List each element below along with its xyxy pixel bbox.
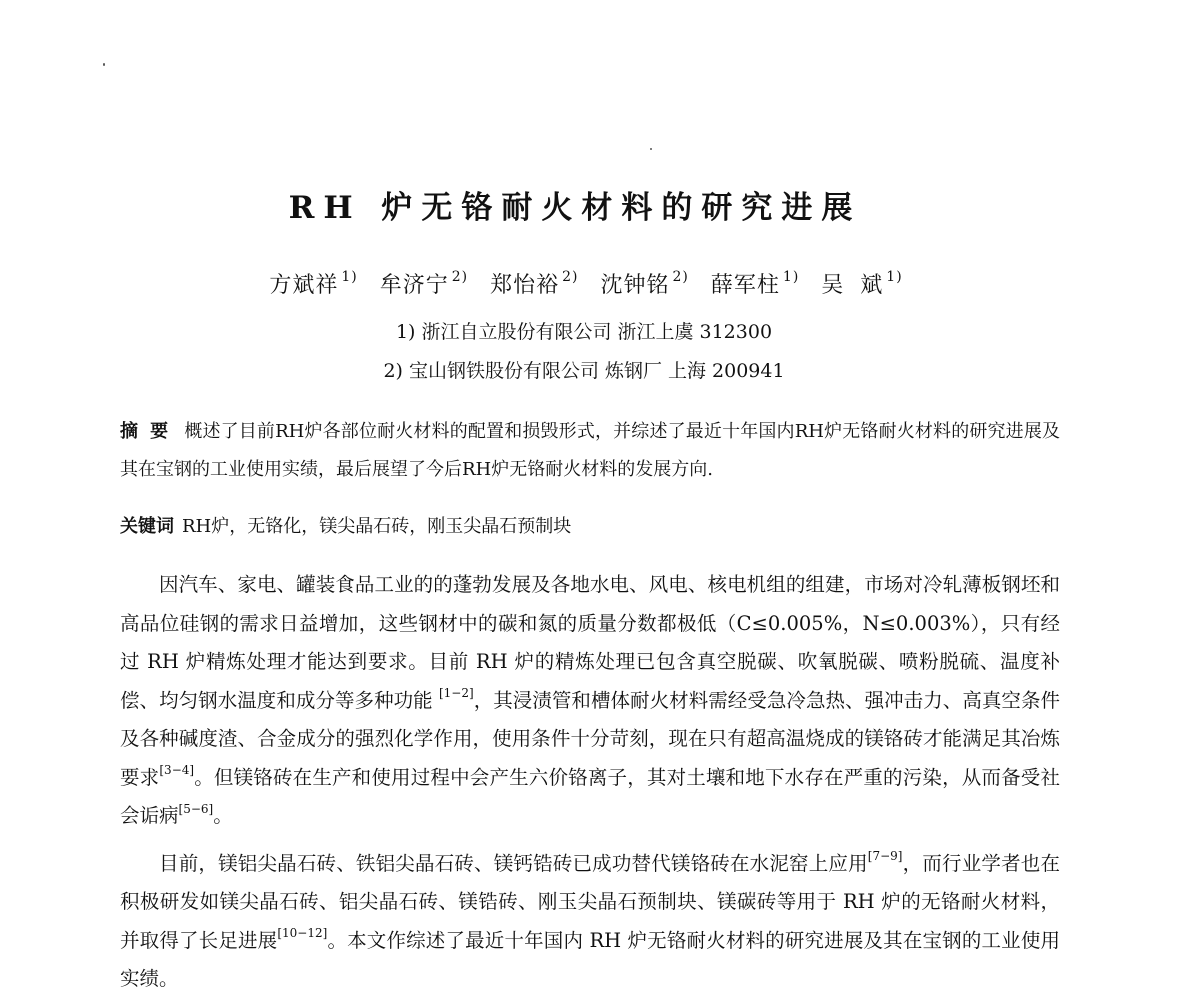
author-affiliation-mark: 2) bbox=[451, 268, 469, 285]
body-paragraph bbox=[120, 845, 1060, 999]
text-run: 因汽车、家电、罐装食品工业的的蓬勃发展及各地水电、风电、核电机组的组建，市场对冷轧薄板钢坯和高品位硅钢的需求日益增加，这些钢材中的碳和氮的质量分数都极低（C≤0.005%，N≤0.003%），只有经过 RH 炉精炼处理才能达到要求。目前 RH 炉的精炼处理已包含真空脱碳、吹氧脱碳、喷粉脱硫、温度补偿、均匀钢水温度和成分等多种功能 bbox=[120, 573, 1060, 712]
keywords-text: RH炉，无铬化，镁尖晶石砖，刚玉尖晶石预制块 bbox=[182, 516, 572, 537]
author bbox=[601, 268, 689, 299]
affiliation-zip: 312300 bbox=[699, 321, 773, 343]
text-run: 目前，镁铝尖晶石砖、铁铝尖晶石砖、镁钙锆砖已成功替代镁铬砖在水泥窑上应用 bbox=[159, 851, 868, 875]
author-affiliation-mark: 2) bbox=[672, 268, 689, 285]
affiliation-city: 上海 bbox=[668, 360, 707, 382]
scan-speck bbox=[650, 148, 652, 150]
author-affiliation-mark: 1) bbox=[341, 268, 358, 285]
text-run: ，而行业学者也在积极研发如镁尖晶石砖、铝尖晶石砖、镁锆砖、刚玉尖晶石预制块、镁碳砖等用于 RH 炉的无铬耐火材料，并取得了长足进展 bbox=[120, 851, 1060, 952]
author-name: 牟济宁 bbox=[379, 273, 449, 298]
author-name: 郑怡裕 bbox=[490, 273, 560, 298]
citation-ref: [5−6] bbox=[178, 801, 214, 816]
text-run: ，其浸渍管和槽体耐火材料需经受急冷急热、强冲击力、高真空条件及各种碱度渣、合金成分的强烈化学作用，使用条件十分苛刻，现在只有超高温烧成的镁铬砖才能满足其冶炼要求 bbox=[120, 688, 1060, 789]
abstract-label: 摘要 bbox=[120, 421, 181, 442]
citation-ref: [3−4] bbox=[159, 763, 195, 777]
author bbox=[490, 268, 578, 299]
author-name: 沈钟铭 bbox=[600, 273, 670, 298]
author bbox=[711, 268, 799, 299]
body-text bbox=[120, 566, 1060, 1008]
text-run: 。本文作综述了最近十年国内 RH 炉无铬耐火材料的研究进展及其在宝钢的工业使用实绩。 bbox=[120, 928, 1060, 990]
author bbox=[821, 268, 902, 299]
affiliation-prefix: 1) bbox=[395, 321, 416, 343]
affiliation-zip: 200941 bbox=[712, 360, 785, 382]
affiliation-2 bbox=[0, 356, 1168, 383]
citation-ref: [7−9] bbox=[867, 849, 903, 863]
paper-title: RH 炉无铬耐火材料的研究进展 bbox=[288, 190, 862, 226]
author-list bbox=[0, 268, 1172, 299]
abstract-text: 概述了目前RH炉各部位耐火材料的配置和损毁形式，并综述了最近十年国内RH炉无铬耐火材料的研究进展及其在宝钢的工业使用实绩，最后展望了今后RH炉无铬耐火材料的发展方向. bbox=[120, 421, 1060, 480]
text-run: 。 bbox=[213, 804, 233, 827]
citation-ref: [10−12] bbox=[277, 926, 328, 940]
author-name: 薛军柱 bbox=[710, 273, 780, 298]
text-run: 。但镁铬砖在生产和使用过程中会产生六价铬离子，其对土壤和地下水存在严重的污染，从而备受社会诟病 bbox=[120, 765, 1060, 827]
affiliation-city: 浙江上虞 bbox=[617, 321, 694, 343]
author-name: 吴 斌 bbox=[821, 273, 884, 298]
author-affiliation-mark: 1) bbox=[886, 268, 903, 285]
affiliation-org: 浙江自立股份有限公司 bbox=[421, 321, 612, 343]
scan-speck bbox=[103, 63, 105, 66]
author-name: 方斌祥 bbox=[269, 273, 339, 298]
abstract bbox=[120, 413, 1060, 489]
keywords-label: 关键词 bbox=[120, 516, 174, 537]
affiliation-org: 宝山钢铁股份有限公司 bbox=[408, 360, 599, 382]
affiliation-prefix: 2) bbox=[383, 360, 403, 382]
author bbox=[380, 268, 468, 299]
author bbox=[269, 268, 357, 299]
author-affiliation-mark: 2) bbox=[562, 268, 579, 285]
keywords bbox=[120, 512, 1060, 542]
affiliation-1 bbox=[0, 317, 1168, 344]
author-affiliation-mark: 1) bbox=[782, 268, 800, 285]
body-paragraph bbox=[120, 566, 1060, 836]
citation-ref: [1−2] bbox=[438, 686, 474, 700]
affiliation-dept: 炼钢厂 bbox=[604, 360, 662, 382]
